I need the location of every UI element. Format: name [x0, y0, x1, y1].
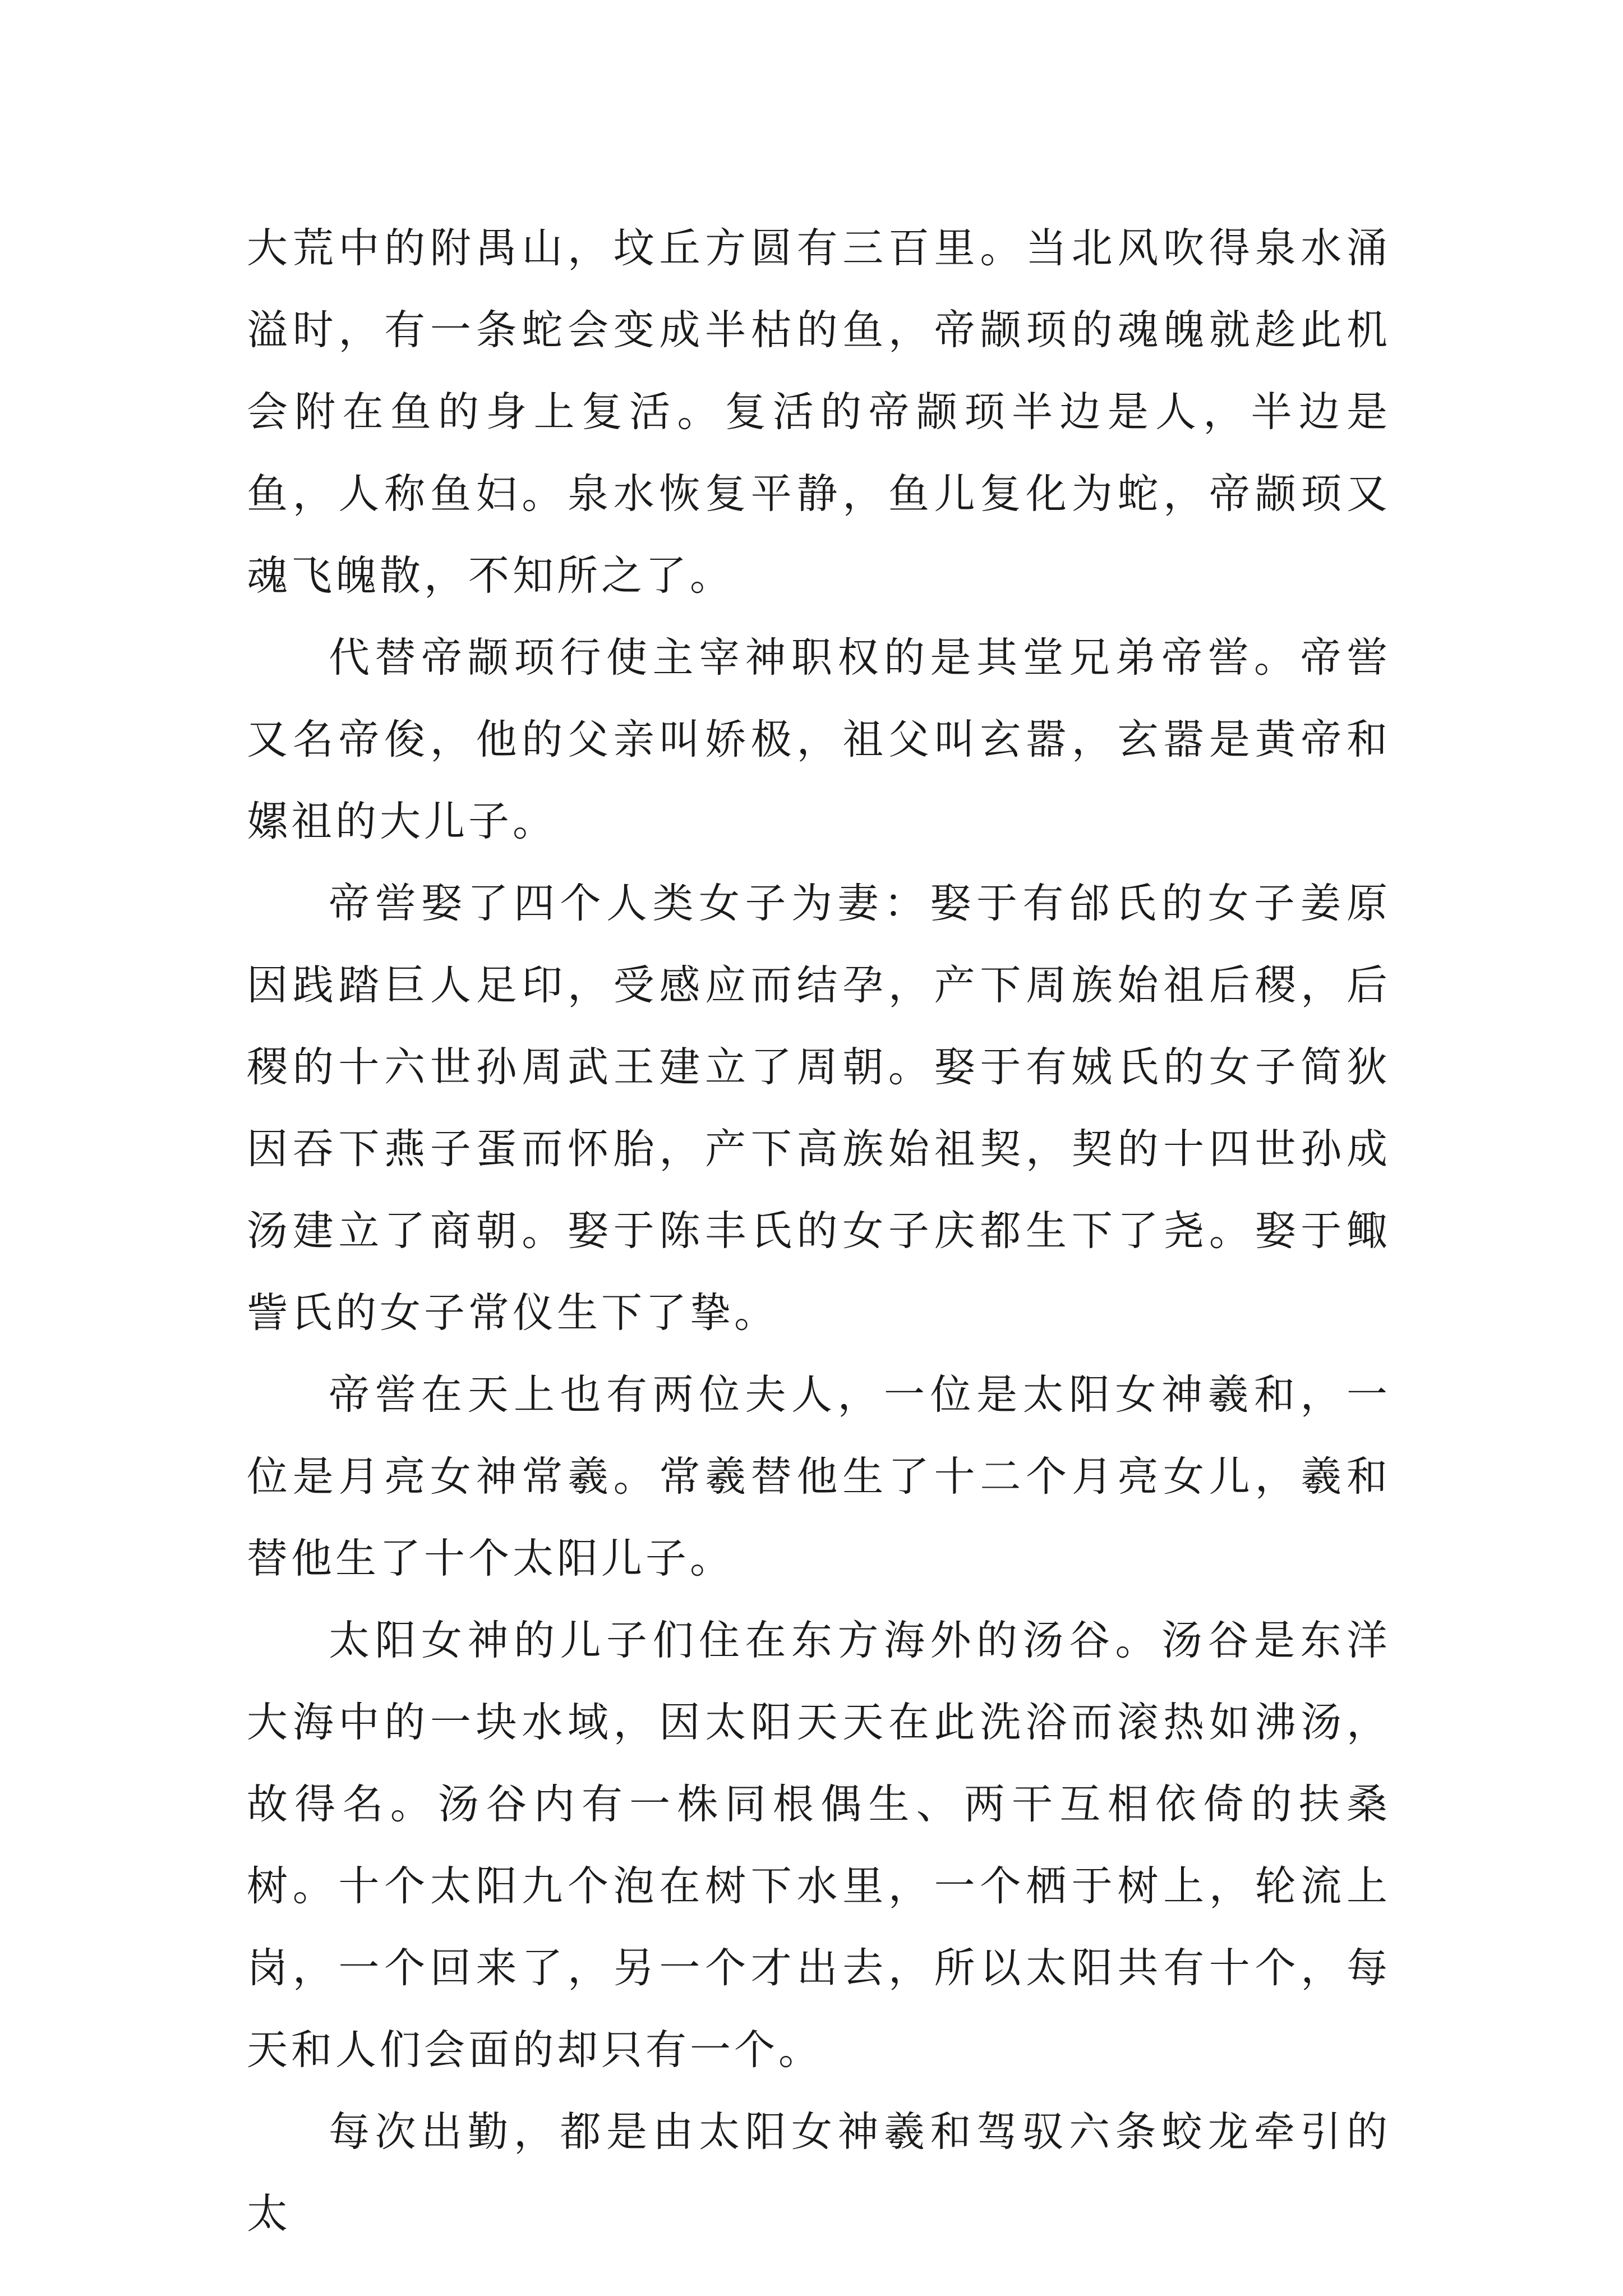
paragraph-5: 太阳女神的儿子们住在东方海外的汤谷。汤谷是东洋大海中的一块水域，因太阳天天在此洗浴而滚热如沸汤，故得名。汤谷内有一株同根偶生、两干互相依倚的扶桑树。十个太阳九个泡在树下水里，一个栖于树上，轮流上岗，一个回来了，另一个才出去，所以太阳共有十个，每天和人们会面的却只有一个。 [247, 1617, 1391, 2074]
paragraph-6: 每次出勤，都是由太阳女神羲和驾驭六条蛟龙牵引的太 [247, 2108, 1391, 2238]
paragraph-2: 代替帝颛顼行使主宰神职权的是其堂兄弟帝喾。帝喾又名帝俊，他的父亲叫娇极，祖父叫玄嚣，玄嚣是黄帝和嫘祖的大儿子。 [247, 634, 1391, 845]
paragraph-3: 帝喾娶了四个人类女子为妻：娶于有邰氏的女子姜原因践踏巨人足印，受感应而结孕，产下周族始祖后稷，后稷的十六世孙周武王建立了周朝。娶于有娀氏的女子简狄因吞下燕子蛋而怀胎，产下高族始祖契，契的十四世孙成汤建立了商朝。娶于陈丰氏的女子庆都生下了尧。娶于鲰訾氏的女子常仪生下了挚。 [247, 880, 1391, 1337]
paragraph-1: 大荒中的附禺山，坟丘方圆有三百里。当北风吹得泉水涌溢时，有一条蛇会变成半枯的鱼，帝颛顼的魂魄就趁此机会附在鱼的身上复活。复活的帝颛顼半边是人，半边是鱼，人称鱼妇。泉水恢复平静，鱼儿复化为蛇，帝颛顼又魂飞魄散，不知所之了。 [247, 224, 1391, 600]
body-text [247, 208, 1391, 2255]
paragraph-4: 帝喾在天上也有两位夫人，一位是太阳女神羲和，一位是月亮女神常羲。常羲替他生了十二个月亮女儿，羲和替他生了十个太阳儿子。 [247, 1371, 1391, 1582]
